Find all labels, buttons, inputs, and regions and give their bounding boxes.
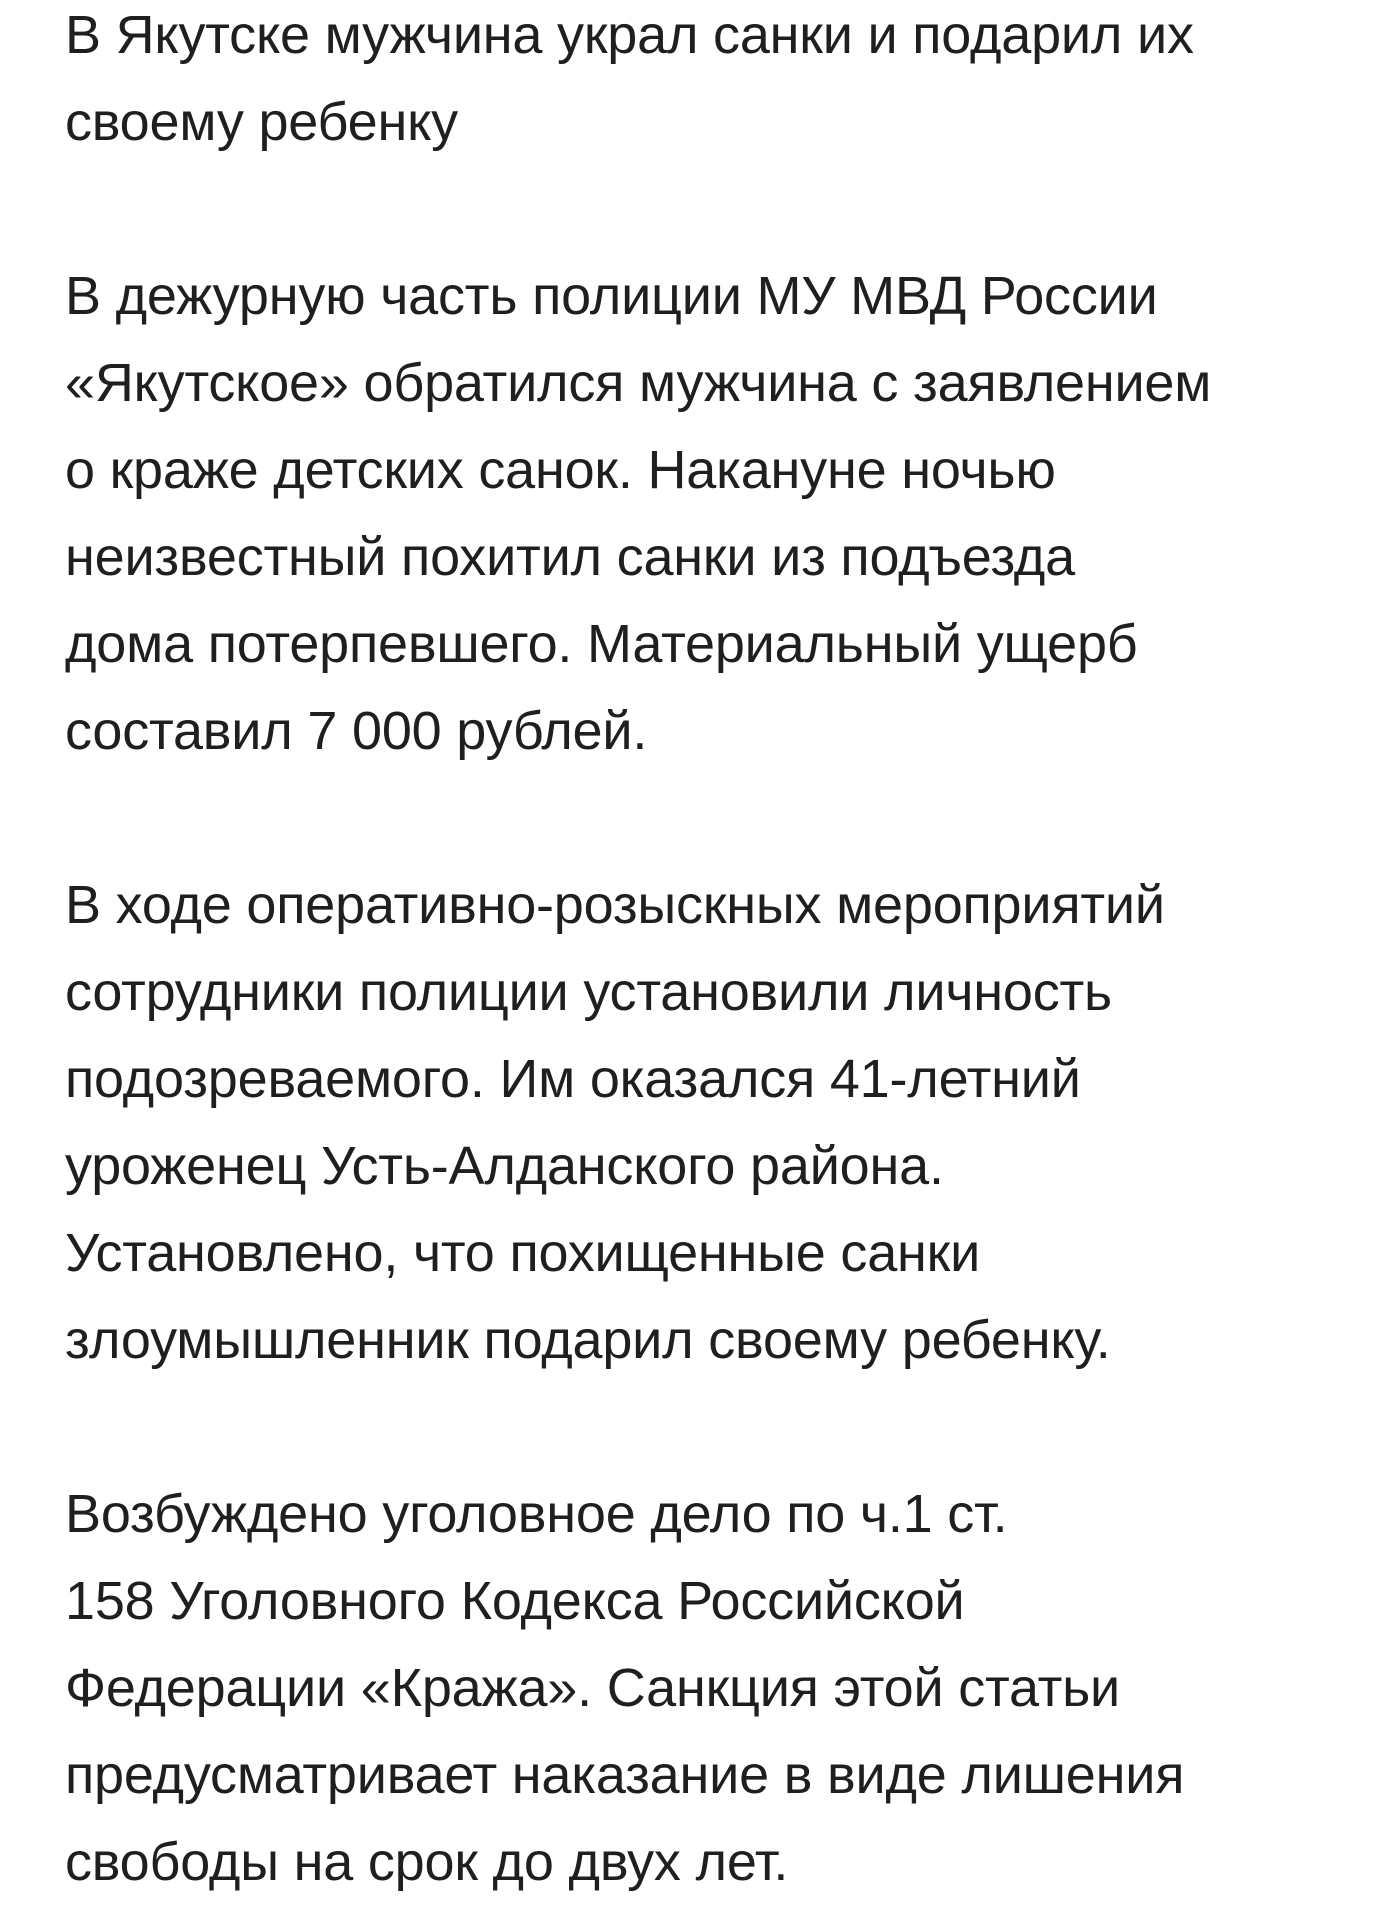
paragraph-criminal-case: [65, 1471, 1375, 1906]
paragraph-line: В ходе оперативно-розыскных мероприятий: [65, 875, 1165, 935]
paragraph-line: 158 Уголовного Кодекса Российской: [65, 1571, 965, 1631]
paragraph-line: «Якутское» обратился мужчина с заявлением: [65, 353, 1212, 413]
paragraph-line: уроженец Усть-Алданского района.: [65, 1136, 944, 1196]
paragraph-gap: [65, 166, 1375, 253]
article-body: [65, 0, 1375, 1906]
paragraph-gap: [65, 1384, 1375, 1471]
paragraph-line: предусматривает наказание в виде лишения: [65, 1745, 1185, 1805]
article-title: [65, 0, 1375, 166]
paragraph-line: о краже детских санок. Накануне ночью: [65, 440, 1056, 500]
paragraph-investigation: [65, 862, 1375, 1384]
title-line: В Якутске мужчина украл санки и подарил их: [65, 5, 1194, 65]
paragraph-line: Установлено, что похищенные санки: [65, 1223, 981, 1283]
paragraph-line: свободы на срок до двух лет.: [65, 1832, 789, 1892]
paragraph-line: сотрудники полиции установили личность: [65, 962, 1112, 1022]
title-line: своему ребенку: [65, 92, 458, 152]
paragraph-line: составил 7 000 рублей.: [65, 701, 648, 761]
paragraph-gap: [65, 775, 1375, 862]
paragraph-report: [65, 253, 1375, 775]
paragraph-line: неизвестный похитил санки из подъезда: [65, 527, 1075, 587]
paragraph-line: В дежурную часть полиции МУ МВД России: [65, 266, 1158, 326]
paragraph-line: дома потерпевшего. Материальный ущерб: [65, 614, 1138, 674]
paragraph-line: Федерации «Кража». Санкция этой статьи: [65, 1658, 1121, 1718]
paragraph-line: злоумышленник подарил своему ребенку.: [65, 1310, 1111, 1370]
paragraph-line: подозреваемого. Им оказался 41-летний: [65, 1049, 1081, 1109]
paragraph-line: Возбуждено уголовное дело по ч.1 ст.: [65, 1484, 1008, 1544]
